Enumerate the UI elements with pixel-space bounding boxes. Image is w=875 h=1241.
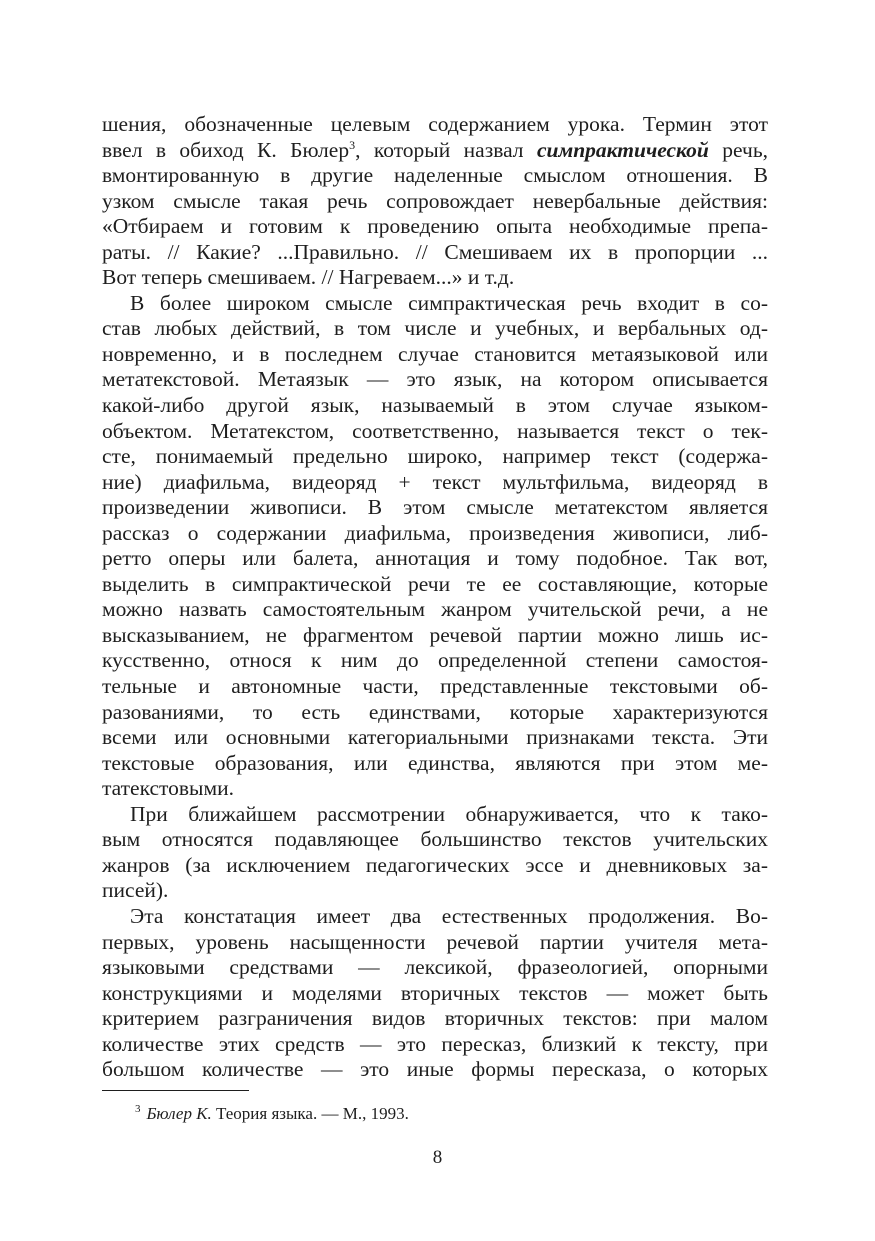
footnote-text: Теория языка. — М., 1993. — [211, 1104, 409, 1123]
text-line: какой-либо другой язык, называемый в этом случае языком- — [102, 393, 768, 418]
text-line: текстовые образования, или единства, являются при этом ме- — [102, 750, 768, 775]
text-line: критерием разграничения видов вторичных текстов: при малом — [102, 1006, 768, 1031]
text-line: первых, уровень насыщенности речевой партии учителя мета- — [102, 929, 768, 954]
body-text — [102, 112, 768, 1083]
text-line: всеми или основными категориальными признаками текста. Эти — [102, 725, 768, 750]
text-line: ввел в обиход К. Бюлер$^3$, который назвал симпрактической речь, — [102, 137, 768, 162]
text-line: сте, понимаемый предельно широко, например текст (содержа- — [102, 444, 768, 469]
text-line: большом количестве — это иные формы пересказа, о которых — [102, 1057, 768, 1082]
text-line: ние) диафильма, видеоряд + текст мультфильма, видеоряд в — [102, 469, 768, 494]
emphasized-term: симпрактической — [536, 137, 709, 162]
text-line: Вот теперь смешиваем. // Нагреваем...» и т.д. — [102, 265, 515, 290]
text-line: ретто оперы или балета, аннотация и тому подобное. Так вот, — [102, 546, 768, 571]
text-line: объектом. Метатекстом, соответственно, называется текст о тек- — [102, 418, 768, 443]
text-line: выделить в симпрактической речи те ее составляющие, которые — [102, 571, 768, 596]
footnote — [135, 1103, 409, 1125]
text-line: количестве этих средств — это пересказ, близкий к тексту, при — [102, 1031, 768, 1056]
text-line: Эта констатация имеет два естественных продолжения. Во- — [130, 903, 768, 928]
text-line: вмонтированную в другие наделенные смыслом отношения. В — [102, 163, 768, 188]
text-line: «Отбираем и готовим к проведению опыта необходимые препа- — [102, 214, 768, 239]
text-line: произведении живописи. В этом смысле метатекстом является — [102, 495, 768, 520]
footnote-divider — [102, 1090, 249, 1091]
text-line: узком смысле такая речь сопровождает невербальные действия: — [102, 188, 768, 213]
footnote-number: 3 — [135, 1103, 141, 1116]
text-line: кусственно, относя к ним до определенной степени самостоя- — [102, 648, 768, 673]
text-line: конструкциями и моделями вторичных текстов — может быть — [102, 980, 768, 1005]
text-line: В более широком смысле симпрактическая речь входит в со- — [130, 290, 768, 315]
text-line: высказыванием, не фрагментом речевой партии можно лишь ис- — [102, 622, 768, 647]
text-line: новременно, и в последнем случае становится метаязыковой или — [102, 341, 768, 366]
text-line: можно назвать самостоятельным жанром учительской речи, а не — [102, 597, 768, 622]
text-line: тельные и автономные части, представленные текстовыми об- — [102, 674, 768, 699]
text-line: При ближайшем рассмотрении обнаруживается, что к тако- — [130, 801, 768, 826]
text-line: татекстовыми. — [102, 776, 234, 801]
text-line: писей). — [102, 878, 169, 903]
page-number: 8 — [432, 1147, 443, 1168]
footnote-reference: 3 — [349, 137, 356, 152]
text-line: шения, обозначенные целевым содержанием урока. Термин этот — [102, 112, 768, 136]
text-line: став любых действий, в том числе и учебных, и вербальных од- — [102, 316, 768, 341]
text-line: разованиями, то есть единствами, которые характеризуются — [102, 699, 768, 724]
text-line: метатекстовой. Метаязык — это язык, на котором описывается — [102, 367, 768, 392]
text-line: рассказ о содержании диафильма, произведения живописи, либ- — [102, 520, 768, 545]
footnote-author: Бюлер К. — [146, 1104, 212, 1123]
text-line: вым относятся подавляющее большинство текстов учительских — [102, 827, 768, 852]
text-line: жанров (за исключением педагогических эссе и дневниковых за- — [102, 852, 768, 877]
text-line: языковыми средствами — лексикой, фразеологией, опорными — [102, 955, 768, 980]
text-line: раты. // Какие? ...Правильно. // Смешиваем их в пропорции ... — [102, 239, 768, 264]
